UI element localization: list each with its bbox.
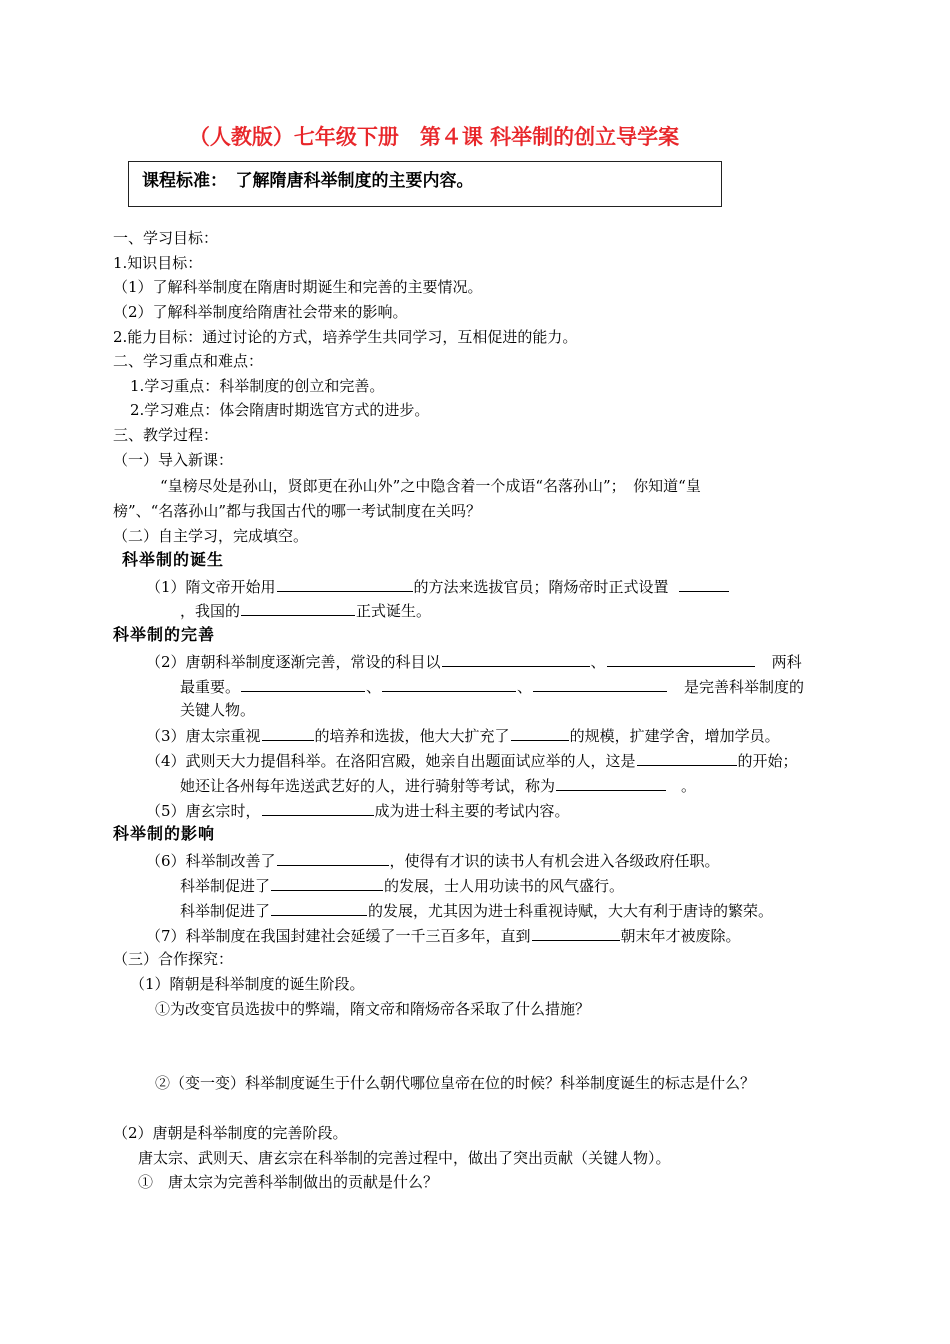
inquiry-1-question-2: ②（变一变）科举制度诞生于什么朝代哪位皇帝在位的时候？科举制度诞生的标志是什么？ [155, 1074, 756, 1092]
question-2-line-1 [146, 651, 802, 672]
fill-blank[interactable] [533, 676, 667, 692]
fill-blank[interactable] [277, 850, 389, 866]
question-7 [146, 925, 741, 946]
q7-text-b: 朝末年才被废除。 [620, 927, 741, 945]
question-3 [146, 725, 780, 746]
q2-text-b: 、 [590, 653, 606, 671]
q1-text-c: ，我国的 [180, 602, 241, 620]
inquiry-1-question-1: ①为改变官员选拔中的弊端，隋文帝和隋炀帝各采取了什么措施？ [155, 1000, 591, 1018]
inquiry-2-intro: 唐太宗、武则天、唐玄宗在科举制的完善过程中，做出了突出贡献（关键人物）。 [138, 1149, 671, 1167]
fill-blank[interactable] [532, 925, 620, 941]
section-heading-objectives: 一、学习目标： [113, 229, 219, 247]
question-1-line-1 [146, 576, 730, 597]
subheading-improvement: 科举制的完善 [113, 625, 216, 644]
q3-text-c: 的规模，扩建学舍，增加学员。 [569, 727, 780, 745]
q2-text-e: 、 [366, 678, 382, 696]
question-1-line-2 [180, 600, 431, 621]
q3-text-a: （3）唐太宗重视 [146, 727, 261, 745]
q7-text-a: （7）科举制度在我国封建社会延缓了一千三百多年，直到 [146, 927, 531, 945]
ability-objective: 2.能力目标：通过讨论的方式，培养学生共同学习，互相促进的能力。 [113, 328, 578, 346]
key-point: 1.学习重点：科举制度的创立和完善。 [130, 377, 385, 395]
subheading-impact: 科举制的影响 [113, 824, 216, 843]
question-2-line-2 [180, 676, 804, 697]
q5-text-b: 成为进士科主要的考试内容。 [374, 802, 570, 820]
knowledge-objective-1: （1）了解科举制度在隋唐时期诞生和完善的主要情况。 [113, 278, 483, 296]
section-heading-key-points: 二、学习重点和难点： [113, 352, 264, 370]
q2-text-g: 是完善科举制度的 [684, 678, 805, 696]
fill-blank[interactable] [262, 725, 314, 741]
q1-text-d: 正式诞生。 [356, 602, 432, 620]
q4-text-a: （4）武则天大力提倡科举。在洛阳宫殿，她亲自出题面试应举的人，这是 [146, 752, 636, 770]
intro-paragraph-line-1: “皇榜尽处是孙山，贤郎更在孙山外”之中隐含着一个成语“名落孙山”； 你知道“皇 [160, 477, 701, 495]
q2-text-c: 两科 [771, 653, 802, 671]
q4-text-d: 。 [681, 777, 697, 795]
subheading-birth: 科举制的诞生 [122, 550, 225, 569]
fill-blank[interactable] [607, 651, 755, 667]
page-title: （人教版）七年级下册 第４课 科举制的创立导学案 [188, 124, 680, 149]
fill-blank[interactable] [637, 750, 737, 766]
fill-blank[interactable] [511, 725, 569, 741]
knowledge-objective-label: 1.知识目标： [113, 254, 203, 272]
fill-blank[interactable] [241, 600, 355, 616]
question-6-line-3 [180, 900, 773, 921]
fill-blank[interactable] [241, 676, 365, 692]
q5-text-a: （5）唐玄宗时， [146, 802, 261, 820]
inquiry-2-question-1: ① 唐太宗为完善科举制做出的贡献是什么？ [138, 1173, 439, 1191]
q4-text-c: 她还让各州每年选送武艺好的人，进行骑射等考试，称为 [180, 777, 556, 795]
q2-text-d: 最重要。 [180, 678, 241, 696]
question-6-line-1 [146, 850, 720, 871]
q6-text-d: 的发展，士人用功读书的风气盛行。 [384, 877, 625, 895]
q6-text-a: （6）科举制改善了 [146, 852, 276, 870]
fill-blank[interactable] [442, 651, 590, 667]
cooperative-inquiry-heading: （三）合作探究： [113, 950, 234, 968]
q6-text-c: 科举制促进了 [180, 877, 271, 895]
inquiry-2-heading: （2）唐朝是科举制度的完善阶段。 [113, 1124, 348, 1142]
question-2-line-3: 关键人物。 [180, 701, 256, 719]
q1-text-a: （1）隋文帝开始用 [146, 578, 276, 596]
question-4-line-2 [180, 775, 696, 796]
q2-text-f: 、 [517, 678, 533, 696]
question-6-line-2 [180, 875, 624, 896]
inquiry-1-heading: （1）隋朝是科举制度的诞生阶段。 [130, 975, 365, 993]
intro-paragraph-line-2: 榜”、“名落孙山”都与我国古代的哪一考试制度在关吗？ [113, 502, 482, 520]
section-heading-process: 三、教学过程： [113, 426, 219, 444]
q3-text-b: 的培养和选拔，他大大扩充了 [314, 727, 510, 745]
curriculum-standard-box [128, 161, 722, 207]
question-4-line-1 [146, 750, 798, 771]
fill-blank[interactable] [556, 775, 666, 791]
self-study-heading: （二）自主学习，完成填空。 [113, 527, 309, 545]
q2-text-a: （2）唐朝科举制度逐渐完善，常设的科目以 [146, 653, 441, 671]
q4-text-b: 的开始； [737, 752, 798, 770]
curriculum-standard-text: 课程标准： 了解隋唐科举制度的主要内容。 [142, 171, 474, 191]
fill-blank[interactable] [382, 676, 516, 692]
fill-blank[interactable] [271, 875, 383, 891]
fill-blank[interactable] [679, 576, 729, 592]
fill-blank[interactable] [277, 576, 413, 592]
fill-blank[interactable] [271, 900, 367, 916]
q6-text-e: 科举制促进了 [180, 902, 271, 920]
difficult-point: 2.学习难点：体会隋唐时期选官方式的进步。 [130, 401, 430, 419]
knowledge-objective-2: （2）了解科举制度给隋唐社会带来的影响。 [113, 303, 408, 321]
q6-text-f: 的发展，尤其因为进士科重视诗赋，大大有利于唐诗的繁荣。 [368, 902, 774, 920]
question-5 [146, 800, 570, 821]
intro-heading: （一）导入新课： [113, 451, 234, 469]
q6-text-b: ，使得有才识的读书人有机会进入各级政府任职。 [389, 852, 720, 870]
q1-text-b: 的方法来选拔官员；隋炀帝时正式设置 [413, 578, 669, 596]
fill-blank[interactable] [262, 800, 374, 816]
